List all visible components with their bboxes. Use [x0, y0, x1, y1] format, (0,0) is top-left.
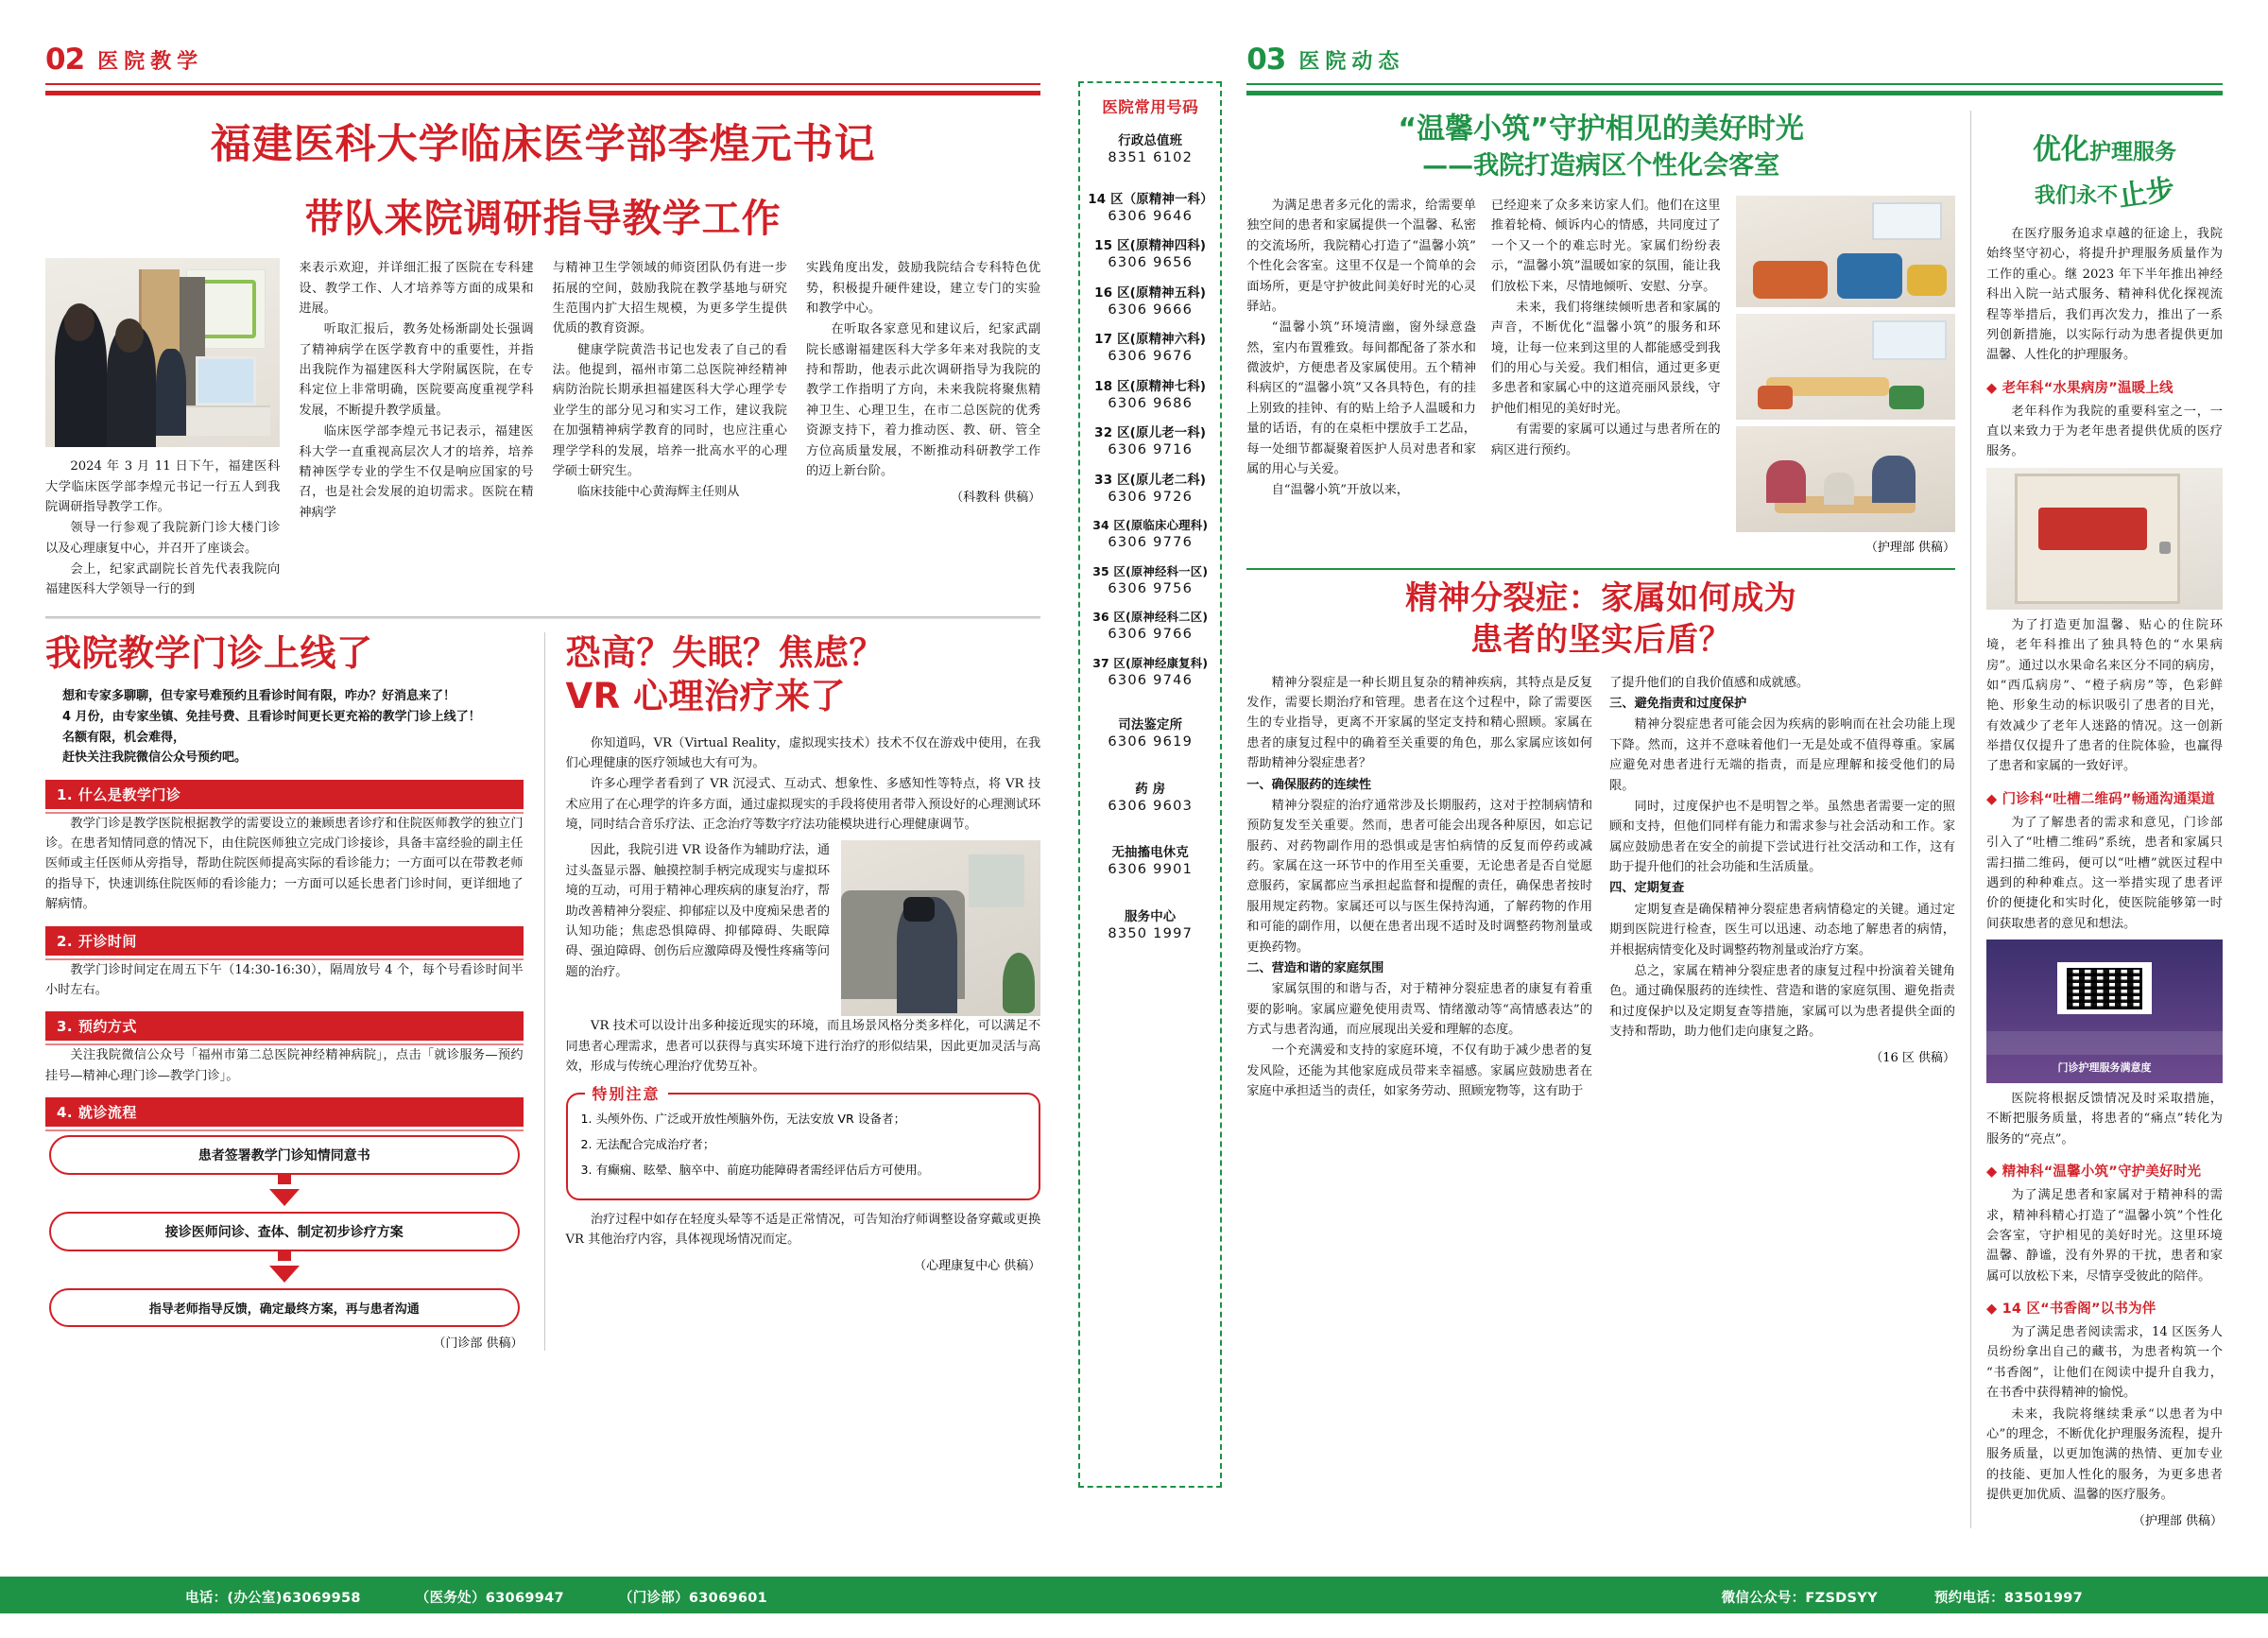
- directory-entry: [1088, 189, 1212, 224]
- lead-credit: （科教科 供稿）: [951, 491, 1041, 506]
- schizo-heading-3: 三、避免指责和过度保护: [1609, 697, 1747, 712]
- directory-entry-number: 8350 1997: [1108, 924, 1194, 941]
- lead-p: 临床技能中心黄海辉主任则从: [577, 485, 740, 500]
- nursing-block-heading-2: ◆ 门诊科“吐槽二维码”畅通沟通渠道: [1986, 791, 2215, 807]
- qr-code-icon: [2057, 962, 2152, 1014]
- directory-entry-name: 35 区(原神经科一区): [1092, 563, 1209, 578]
- directory-entry-number: 6306 9646: [1108, 207, 1194, 224]
- schizophrenia-article: [1246, 579, 1955, 1102]
- rule-thick: [45, 91, 1040, 95]
- lead-p: 临床医学部李煌元书记表示，福建医科大学一直重视高层次人才的培养，培养精神医学专业的学生不仅是响应国家的号召，也是社会发展的迫切需求。医院在精神病学: [299, 424, 534, 520]
- directory-entry: [1088, 470, 1212, 505]
- footer-phone-medical: （医务处）63069947: [415, 1590, 564, 1606]
- rule-thin: [1246, 83, 2223, 85]
- tc-section-heading-1: 1. 什么是教学门诊: [45, 780, 524, 809]
- rule-thin: [45, 83, 1040, 85]
- directory-entry: [1088, 283, 1212, 318]
- lead-p: 听取汇报后，教务处杨渐副处长强调了精神病学在医学教育中的重要性，并指出我院作为福建医科大学附属医院，在专科定位上非常明确，医院要高度重视学科发展，不断提升教学质量。: [299, 322, 534, 418]
- vr-notice-box: [566, 1084, 1041, 1200]
- directory-entry: [1088, 516, 1212, 550]
- lead-headline-line1: 福建医科大学临床医学部李煌元书记: [210, 121, 876, 168]
- lead-article: [45, 120, 1040, 601]
- column-rule: [1970, 111, 1971, 1528]
- nursing-column: [1986, 111, 2223, 1528]
- vr-article: [566, 632, 1041, 1351]
- nursing-logo: [1986, 126, 2223, 214]
- teaching-clinic-article: [45, 632, 524, 1351]
- schizo-heading-2: 二、营造和谐的家庭氛围: [1246, 960, 1384, 975]
- directory-entry-number: 6306 9901: [1108, 861, 1194, 877]
- directory-entry-number: 6306 9603: [1108, 797, 1194, 814]
- folio-right: [1246, 45, 2223, 78]
- vr-title-line1: 恐高？失眠？焦虑？: [565, 631, 885, 673]
- bottom-articles-left: [45, 632, 1040, 1351]
- page-02: [0, 0, 1078, 1638]
- folio-section: 医院教学: [97, 50, 204, 74]
- directory-entry-name: 药 房: [1135, 782, 1166, 797]
- nursing-p: 为了满足患者阅读需求，14 区医务人员纷纷拿出自己的藏书，为患者构筑一个“书香阁”，让他们在阅读中提升自我力，在书香中获得精神的愉悦。: [1986, 1325, 2223, 1401]
- directory-entry-number: 6306 9756: [1108, 579, 1194, 596]
- photo-clinic-visit: [45, 258, 280, 447]
- lead-col-2: [299, 258, 533, 601]
- schizo-intro: 精神分裂症是一种长期且复杂的精神疾病，其特点是反复发作，需要长期治疗和管理。患者在这个过程中，除了需要医生的专业指导，更离不开家属的坚定支持和精心照顾。家属在患者的康复过程中的确着至关重要的角色，那么家属应该如何帮助精神分裂症患者？: [1246, 675, 1593, 771]
- schizo-body-2b: 一个充满爱和支持的家庭环境，不仅有助于减少患者的复发风险，还能为其他家庭成员带来幸福感。家属应鼓励患者在家庭中承担适当的责任，如家务劳动、照顾宠物等，这有助于: [1246, 1043, 1593, 1099]
- phone-directory: [1078, 81, 1222, 1488]
- photo-cozy-room-2: [1736, 314, 1955, 420]
- directory-entry: [1088, 422, 1212, 457]
- directory-entry-number: 6306 9716: [1108, 441, 1194, 457]
- nursing-p: 未来，我院将继续秉承“以患者为中心”的理念，不断优化护理服务流程，提升服务质量，以更加饱满的热情、更加专业的技能、更加人性化的服务，为更多患者提供更加优质、温馨的医疗服务。: [1986, 1406, 2223, 1502]
- nursing-credit: （护理部 供稿）: [2132, 1514, 2223, 1529]
- footer-right: [1722, 1587, 2083, 1607]
- column-rule: [544, 632, 545, 1351]
- cozy-col-1: [1246, 196, 1476, 555]
- schizo-body-2: 家属氛围的和谐与否，对于精神分裂症患者的康复有着重要的影响。家属应避免使用责骂、情绪激动等“高情感表达”的方式与患者沟通，而应展现出关爱和理解的态度。: [1246, 982, 1593, 1038]
- schizo-body-3b: 同时，过度保护也不是明智之举。虽然患者需要一定的照顾和支持，但他们同样有能力和需求参与社会活动和工作。家属应鼓励患者在安全的前提下尝试进行社交活动和工作，这有助于提升他们的社会功能和生活质量。: [1609, 799, 1955, 875]
- footer-phone-outpatient: （门诊部）63069601: [618, 1590, 768, 1606]
- tc-intro-3: 名额有限，机会难得，: [62, 730, 186, 745]
- cozy-p: “温馨小筑”环境清幽，窗外绿意盎然，室内布置雅致。每间都配备了茶水和微波炉，方便患者及家属使用。五个精神科病区的“温馨小筑”又各具特色，有的挂上别致的挂钟、有的贴上给予人温暖和力量的话语，有的在桌柜中摆放手工艺品，每一处细节都凝聚着医护人员对患者和家属的用心与关爱。: [1246, 320, 1476, 476]
- directory-entry-name: 36 区(原神经科二区): [1092, 610, 1209, 624]
- nursing-logo-a: 优化: [2033, 133, 2089, 166]
- right-section-divider: [1246, 568, 1955, 570]
- schizo-title-line2: 患者的坚实后盾？: [1470, 620, 1732, 659]
- vr-notice-item: 2. 无法配合完成治疗者；: [580, 1136, 715, 1151]
- directory-entry-name: 17 区(原精神六科): [1094, 333, 1207, 347]
- nursing-block-heading-4: ◆ 14 区“书香阁”以书为伴: [1986, 1302, 2156, 1317]
- schizo-heading-1: 一、确保服药的连续性: [1246, 777, 1372, 792]
- schizo-col-1: [1246, 673, 1592, 1103]
- nursing-p: 医院将根据反馈情况及时采取措施，不断把服务质量，将患者的“痛点”转化为服务的“亮点”。: [1986, 1092, 2223, 1147]
- tc-intro-2: 4 月份，由专家坐镇、免挂号费、且看诊时间更长更充裕的教学门诊上线了！: [62, 709, 481, 724]
- schizo-body-4b: 总之，家属在精神分裂症患者的康复过程中扮演着关键角色。通过确保服药的连续性、营造和谐的家庭氛围、避免指责和过度保护以及定期复查等措施，家属可以为患者提供全面的支持和帮助，助力他们走向康复之路。: [1609, 963, 1955, 1040]
- directory-entry-name: 18 区(原精神七科): [1094, 379, 1207, 394]
- lead-p: 来表示欢迎，并详细汇报了医院在专科建设、教学工作、人才培养等方面的成果和进展。: [299, 261, 534, 316]
- schizo-credit: （16 区 供稿）: [1870, 1051, 1955, 1066]
- directory-entry-name: 行政总值班: [1118, 134, 1183, 148]
- phone-directory-column: [1078, 0, 1229, 1638]
- footer-booking-phone: 预约电话：83501997: [1933, 1590, 2083, 1606]
- nursing-p: 为了打造更加温馨、贴心的住院环境，老年科推出了独具特色的“水果病房”。通过以水果命名来区分不同的病房，如“西瓜病房”、“橙子病房”等，色彩鲜艳、形象生动的标识吸引了患者的目光，有效减少了老年人迷路的情况。这一创新举措仅仅提升了患者的住院体验，也赢得了患者和家属的一致好评。: [1986, 617, 2223, 774]
- lead-p: 会上，纪家武副院长首先代表我院向福建医科大学领导一行的到: [45, 562, 281, 597]
- vr-notice-title: 特别注意: [585, 1082, 668, 1104]
- folio-section: 医院动态: [1298, 50, 1405, 74]
- cozy-col-2: [1491, 196, 1721, 555]
- photo-qr-poster: [1986, 940, 2223, 1083]
- tc-section-body-1: 教学门诊是教学医院根据教学的需要设立的兼顾患者诊疗和住院医师教学的独立门诊。在患者知情同意的情况下，由住院医师独立完成门诊接诊，具备丰富经验的副主任医师或主任医师从旁指导，帮助住院医师提高实际的看诊能力；一方面可以在带教老师的指导下，快速训练住院医师的看诊能力；一方面可以延长患者门诊时间，更详细地了解病情。: [45, 816, 524, 912]
- cozy-p: 已经迎来了众多来访家人们。他们在这里推着轮椅、倾诉内心的情感，共同度过了一个又一个的难忘时光。家属们纷纷表示，“温馨小筑”温暖如家的氛围，能让我们放松下来，尽情地倾听、安慰、分享。: [1490, 198, 1721, 294]
- directory-entry-number: 8351 6102: [1108, 149, 1194, 165]
- directory-entry-number: 6306 9746: [1108, 671, 1194, 688]
- directory-entry-number: 6306 9686: [1108, 394, 1194, 411]
- lead-p: 在听取各家意见和建议后，纪家武副院长感谢福建医科大学多年来对我院的支持和帮助，他表示此次调研指导为我院的教学工作指明了方向，未来我院将聚焦精神卫生、心理卫生，在市二总医院的优秀资源支持下，着力推动医、教、研、管全方位高质量发展，不断推动科研教学工作的迈上新台阶。: [805, 322, 1041, 478]
- tc-section-heading-4: 4. 就诊流程: [45, 1097, 524, 1127]
- directory-entry: [1088, 235, 1212, 270]
- nursing-block-heading-3: ◆ 精神科“温馨小筑”守护美好时光: [1986, 1164, 2202, 1181]
- schizo-body-4: 定期复查是确保精神分裂症患者病情稳定的关键。通过定期到医院进行检查，医生可以迅速、动态地了解患者的病情，并根据病情变化及时调整药物剂量或治疗方案。: [1609, 902, 1955, 957]
- directory-entry-name: 14 区（原精神一科）: [1088, 192, 1213, 207]
- directory-entry-number: 6306 9676: [1108, 348, 1194, 364]
- directory-entry-number: 6306 9666: [1108, 301, 1194, 318]
- schizo-heading-4: 四、定期复查: [1609, 881, 1685, 896]
- footstep-icon: 止步: [2116, 172, 2177, 214]
- nursing-p: 为了了解患者的需求和意见，门诊部引入了“吐槽二维码”系统，患者和家属只需扫描二维码，便可以“吐槽”就医过程中遇到的种种难点。这一举措实现了患者评价的便捷化和实时化，使医院能够第一时间获取患者的意见和想法。: [1986, 815, 2223, 931]
- footer-wechat: 微信公众号：FZSDSYY: [1721, 1590, 1878, 1606]
- directory-entry: [1088, 608, 1212, 642]
- directory-entry-name: 34 区(原临床心理科): [1092, 518, 1209, 532]
- directory-title: 医院常用号码: [1102, 98, 1199, 116]
- lead-headline-line2: 带队来院调研指导教学工作: [304, 196, 782, 242]
- directory-entry-name: 司法鉴定所: [1118, 718, 1183, 733]
- cozy-photos: [1736, 196, 1955, 555]
- directory-entry-name: 33 区(原儿老二科): [1094, 473, 1207, 488]
- tc-section-heading-2: 2. 开诊时间: [45, 926, 524, 956]
- lead-col-4: [806, 258, 1040, 601]
- vr-p-3: 因此，我院引进 VR 设备作为辅助疗法，通过头盔显示器、触摸控制手柄完成现实与虚拟环境的互动，可用于精神心理疾病的康复治疗，帮助改善精神分裂症、抑郁症以及中度痴呆患者的认知功能；焦虑恐惧障碍、抑郁障碍、失眠障碍、强迫障碍、创伤后应激障碍及慢性疼痛等问题的治疗。: [565, 843, 831, 979]
- directory-entry-number: 6306 9776: [1108, 534, 1194, 550]
- directory-entry: [1088, 842, 1212, 877]
- nursing-logo-b: 护理服务: [2089, 140, 2176, 164]
- vr-p-1: 你知道吗，VR（Virtual Reality，虚拟现实技术）技术不仅在游戏中使用，在我们心理健康的医疗领域也大有可为。: [565, 735, 1041, 770]
- flow-step-3: 指导老师指导反馈，确定最终方案，再与患者沟通: [49, 1288, 520, 1327]
- directory-entry-name: 16 区(原精神五科): [1094, 285, 1207, 301]
- nursing-logo-c: 我们永不: [2034, 184, 2118, 208]
- lead-col-1: [45, 258, 280, 601]
- footer-phone-office: 电话：(办公室)63069958: [185, 1590, 361, 1606]
- schizo-tail: 了提升他们的自我价值感和成就感。: [1609, 675, 1810, 690]
- cozy-credit: （护理部 供稿）: [1864, 541, 1956, 556]
- directory-entry: [1088, 562, 1212, 596]
- photo-fruit-ward-door: [1986, 468, 2223, 610]
- page-03: [1229, 0, 2268, 1638]
- directory-entry: [1088, 779, 1212, 814]
- vr-title-line2: VR 心理治疗来了: [565, 676, 847, 717]
- schizo-title-line1: 精神分裂症：家属如何成为: [1405, 579, 1797, 618]
- cozy-title-line1: “温馨小筑”守护相见的美好时光: [1398, 112, 1804, 146]
- folio-rules-right: [1246, 83, 2223, 95]
- rule-thick: [1246, 91, 2223, 95]
- vr-credit: （心理康复中心 供稿）: [914, 1259, 1041, 1274]
- directory-entry: [1088, 329, 1212, 364]
- directory-entry-number: 6306 9619: [1108, 733, 1194, 750]
- lead-p: 健康学院黄浩书记也发表了自己的看法。他提到，福州市第二总医院神经精神病防治院长期承担福建医科大学心理学专业学生的部分见习和实习工作，建议我院在加强精神病学教育的同时，也应注重心理学学科的发展，培养一批高水平的心理学硕士研究生。: [552, 342, 787, 478]
- flow-step-1: 患者签署教学门诊知情同意书: [49, 1135, 520, 1175]
- cozy-p: 未来，我们将继续倾听患者和家属的声音，不断优化“温馨小筑”的服务和环境，让每一位来到这里的人都能感受到我们的用心与关爱。我们相信，通过更多更多患者和家属心中的这道亮丽风景线，守护他们相见的美好时光。: [1490, 300, 1721, 416]
- footer-bar: [0, 1579, 2268, 1613]
- cozy-title-line2: ——我院打造病区个性化会客室: [1422, 151, 1780, 181]
- directory-entry-name: 37 区(原神经康复科): [1092, 655, 1209, 670]
- directory-entry: [1088, 130, 1212, 165]
- qr-poster-caption: 门诊护理服务满意度: [2057, 1060, 2152, 1074]
- directory-entry-name: 服务中心: [1125, 909, 1177, 924]
- flow-arrow-2: [49, 1251, 520, 1283]
- nursing-intro: 在医疗服务追求卓越的征途上，我院始终坚守初心，将提升护理服务质量作为工作的重心。继 2023 年下半年推出神经科出入院一站式服务、精神科优化探视流程等举措后，我们再次发力，推出了一系列创新措施，以实际行动为患者提供更加温馨、人性化的护理服务。: [1986, 227, 2223, 363]
- lead-p: 与精神卫生学领域的师资团队仍有进一步拓展的空间，鼓励我院在教学基地与研究生范围内扩大招生规模，为更多学生提供优质的教育资源。: [552, 261, 787, 336]
- photo-family-visit: [1736, 426, 1955, 532]
- vr-p-2: 许多心理学者看到了 VR 沉浸式、互动式、想象性、多感知性等特点，将 VR 技术应用了在心理学的许多方面，通过虚拟现实的手段将使用者带入预设好的心理测试环境，同时结合音乐疗法、正念治疗等数字疗法功能模块进行心理健康调节。: [565, 777, 1041, 833]
- vr-p-4: VR 技术可以设计出多种接近现实的环境，而且场景风格分类多样化，可以满足不同患者心理需求，患者可以获得与真实环境下进行治疗的形似结果，因此更加灵活与高效，形成与传统心理治疗优势互补。: [565, 1019, 1041, 1075]
- nursing-p: 为了满足患者和家属对于精神科的需求，精神科精心打造了“温馨小筑”个性化会客室，守护相见的美好时光。这里环境温馨、静谧，没有外界的干扰，患者和家属可以放松下来，尽情享受彼此的陪伴。: [1986, 1188, 2223, 1284]
- cozy-p: 有需要的家属可以通过与患者所在的病区进行预约。: [1490, 422, 1721, 457]
- tc-intro-4: 赶快关注我院微信公众号预约吧。: [62, 750, 248, 766]
- folio-number: 03: [1246, 43, 1286, 77]
- folio-rules-left: [45, 83, 1040, 95]
- directory-entry: [1088, 654, 1212, 688]
- directory-entry-number: 6306 9766: [1108, 626, 1194, 642]
- flow-step-2: 接诊医师问诊、查体、制定初步诊疗方案: [49, 1212, 520, 1251]
- photo-cozy-room-1: [1736, 196, 1955, 307]
- flow-arrow-1: [49, 1175, 520, 1206]
- lead-p: 实践角度出发，鼓励我院结合专科特色优势，积极提升硬件建设，建立专门的实验和教学中心。: [805, 261, 1041, 316]
- cozy-article: [1246, 111, 1955, 555]
- tc-credit: （门诊部 供稿）: [433, 1336, 524, 1352]
- footer-left: [185, 1587, 767, 1607]
- vr-notice-item: 3. 有癫痫、眩晕、脑卒中、前庭功能障碍者需经评估后方可使用。: [580, 1163, 930, 1178]
- cozy-p: 自“温馨小筑”开放以来，: [1271, 483, 1409, 498]
- lead-col-3: [553, 258, 787, 601]
- schizo-body-3: 精神分裂症患者可能会因为疾病的影响而在社会功能上现下降。然而，这并不意味着他们一无是处或不值得尊重。家属应避免对患者进行无端的指责，而是应理解和接受他们的局限。: [1609, 717, 1955, 793]
- directory-entry-number: 6306 9726: [1108, 488, 1194, 505]
- tc-intro-1: 想和专家多聊聊，但专家号难预约且看诊时间有限，咋办？好消息来了！: [62, 689, 456, 704]
- nursing-p: 老年科作为我院的重要科室之一，一直以来致力于为老年患者提供优质的医疗服务。: [1986, 404, 2223, 459]
- directory-entry: [1088, 715, 1212, 750]
- cozy-p: 为满足患者多元化的需求，给需要单独空间的患者和家属提供一个温馨、私密的交流场所，我院精心打造了“温馨小筑”个性化会客室。这里不仅是一个简单的会面场所，更是守护彼此间美好时光的心灵驿站。: [1246, 198, 1476, 314]
- directory-entry-name: 32 区(原儿老一科): [1094, 426, 1207, 440]
- right-main-column: [1246, 111, 1955, 1528]
- lead-p: 2024 年 3 月 11 日下午，福建医科大学临床医学部李煌元书记一行五人到我院调研指导教学工作。: [45, 459, 281, 514]
- directory-entry-name: 15 区(原精神四科): [1094, 239, 1207, 253]
- teaching-clinic-title: 我院教学门诊上线了: [45, 631, 373, 674]
- tc-section-body-3: 关注我院微信公众号「福州市第二总医院神经精神病院」，点击「就诊服务—预约挂号—精神心理门诊—教学门诊」。: [45, 1048, 524, 1083]
- folio-number: 02: [45, 43, 85, 77]
- schizo-col-2: [1609, 673, 1955, 1103]
- nursing-block-heading-1: ◆ 老年科“水果病房”温暖上线: [1986, 380, 2174, 396]
- nursing-logo-line2: [1986, 169, 2223, 214]
- tc-flowchart: [45, 1131, 524, 1327]
- schizo-body-1: 精神分裂症的治疗通常涉及长期服药，这对于控制病情和预防复发至关重要。然而，患者可能会出现各种原因，如忘记服药、对药物副作用的恐惧或是害怕病情的反复而停药或减药。家属在这一环节中的作用至关重要，无论患者是否自觉愿意服药，家属都应当承担起监督和提醒的责任，确保患者按时服用规定药物。家属还可以与医生保持沟通，了解药物的作用和可能的副作用，以便在患者出现不适时及时调整药物剂量或更换药物。: [1246, 798, 1593, 955]
- nursing-logo-line1: [1986, 126, 2223, 167]
- directory-entry-name: 无抽搐电休克: [1111, 846, 1189, 860]
- tc-section-body-2: 教学门诊时间定在周五下午（14:30-16:30），隔周放号 4 个，每个号看诊时间半小时左右。: [45, 962, 524, 997]
- directory-entry: [1088, 376, 1212, 411]
- vr-notice-item: 1. 头颅外伤、广泛或开放性颅脑外伤，无法安放 VR 设备者；: [580, 1111, 906, 1126]
- section-divider: [45, 616, 1040, 619]
- folio-left: [45, 45, 1040, 78]
- vr-tail: 治疗过程中如存在轻度头晕等不适是正常情况，可告知治疗师调整设备穿戴或更换 VR 其他治疗内容，具体视现场情况而定。: [565, 1212, 1041, 1248]
- directory-entry: [1088, 906, 1212, 941]
- tc-section-heading-3: 3. 预约方式: [45, 1011, 524, 1041]
- photo-vr-therapy: [841, 840, 1040, 1016]
- directory-entry-number: 6306 9656: [1108, 254, 1194, 270]
- lead-p: 领导一行参观了我院新门诊大楼门诊以及心理康复中心，并召开了座谈会。: [45, 521, 281, 556]
